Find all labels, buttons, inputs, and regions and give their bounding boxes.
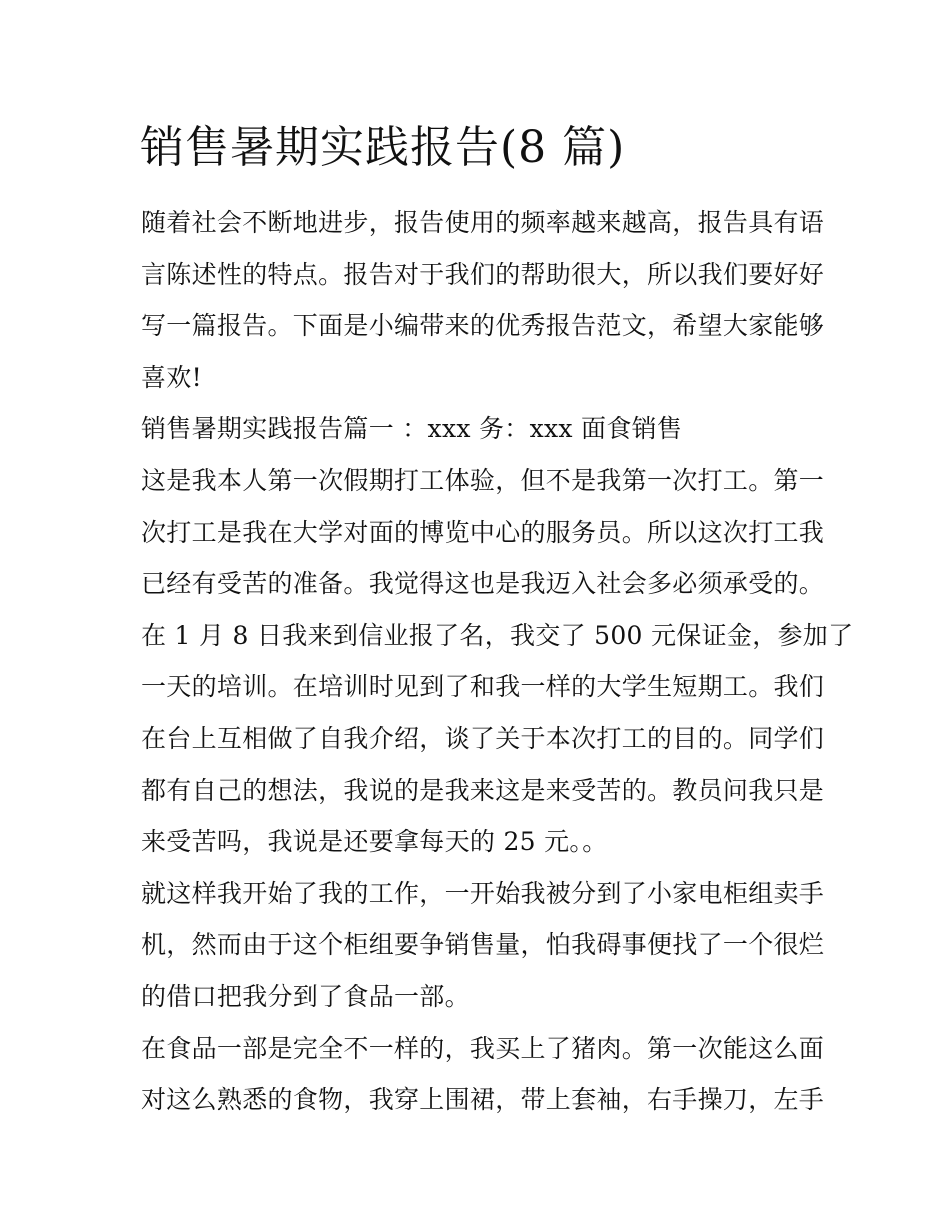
body-line: 写一篇报告。下面是小编带来的优秀报告范文，希望大家能够 [141, 311, 825, 341]
body-line: 的借口把我分到了食品一部。 [141, 981, 470, 1011]
body-line: 次打工是我在大学对面的博览中心的服务员。所以这次打工我 [141, 517, 825, 547]
document-body [141, 197, 854, 1126]
body-line: 在 1 月 8 日我来到信业报了名，我交了 500 元保证金，参加了 [141, 620, 854, 650]
body-line: 机，然而由于这个柜组要争销售量，怕我碍事便找了一个很烂 [141, 930, 825, 960]
body-line: 来受苦吗，我说是还要拿每天的 25 元。。 [141, 827, 608, 857]
body-line: 言陈述性的特点。报告对于我们的帮助很大，所以我们要好好 [141, 259, 825, 289]
body-line: 在食品一部是完全不一样的，我买上了猪肉。第一次能这么面 [141, 1033, 825, 1063]
body-line: 对这么熟悉的食物，我穿上围裙，带上套袖，右手操刀，左手 [141, 1085, 825, 1115]
body-line: 就这样我开始了我的工作，一开始我被分到了小家电柜组卖手 [141, 878, 825, 908]
body-line: 都有自己的想法，我说的是我来这是来受苦的。教员问我只是 [141, 775, 825, 805]
section-heading: 销售暑期实践报告篇一 ：xxx 务：xxx 面食销售 [141, 414, 683, 444]
body-line: 这是我本人第一次假期打工体验，但不是我第一次打工。第一 [141, 465, 825, 495]
body-line: 已经有受苦的准备。我觉得这也是我迈入社会多必须承受的。 [141, 569, 825, 599]
document-title: 销售暑期实践报告(8 篇) [140, 122, 626, 173]
body-line: 喜欢! [141, 362, 202, 392]
body-line: 一天的培训。在培训时见到了和我一样的大学生短期工。我们 [141, 672, 825, 702]
body-line: 随着社会不断地进步，报告使用的频率越来越高，报告具有语 [141, 208, 825, 237]
body-line: 在台上互相做了自我介绍，谈了关于本次打工的目的。同学们 [141, 723, 825, 753]
